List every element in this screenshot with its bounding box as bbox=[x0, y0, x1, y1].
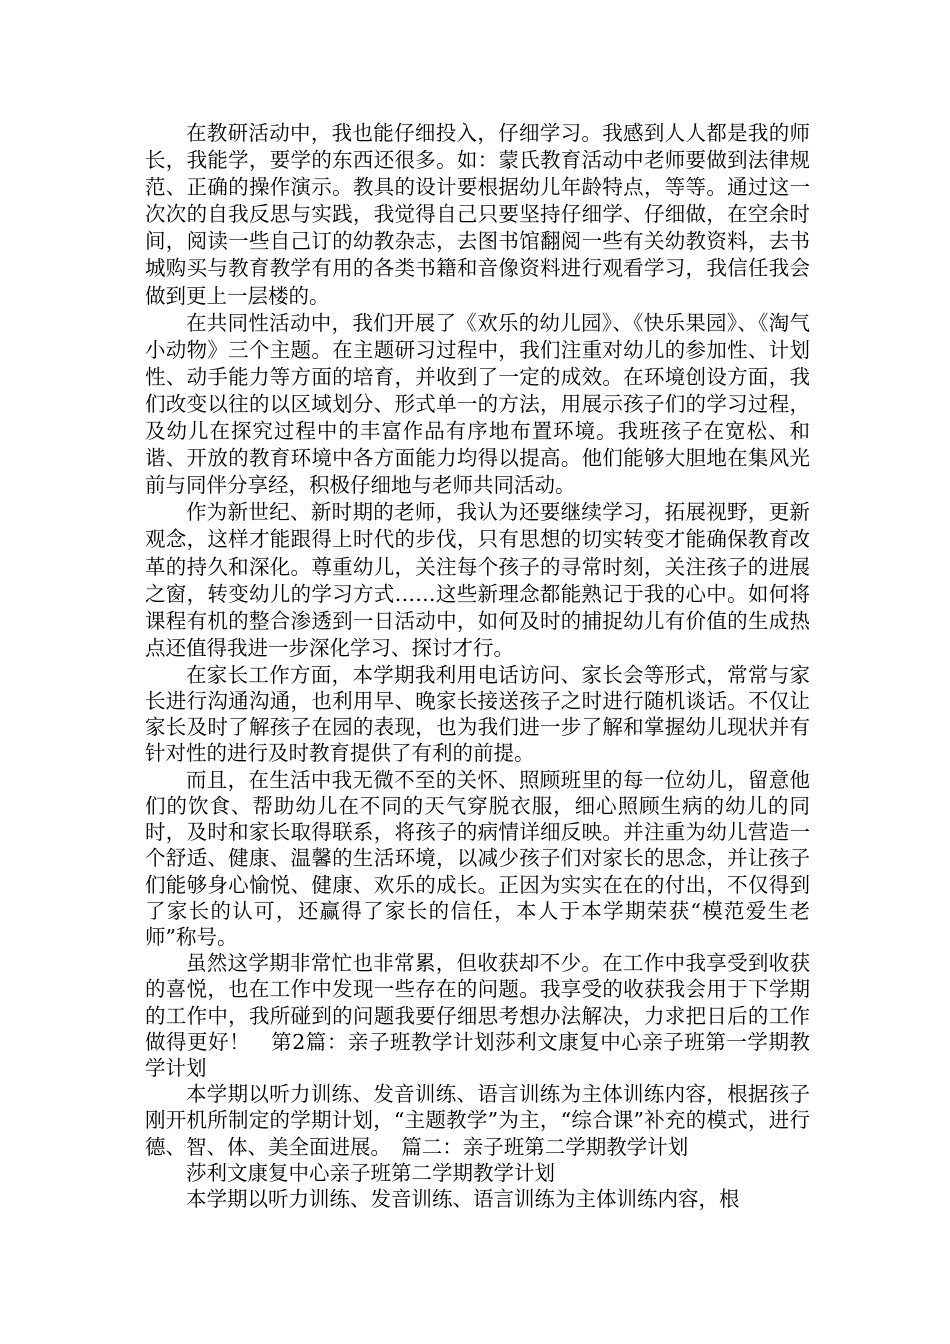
paragraph-new-era-teacher: 作为新世纪、新时期的老师，我认为还要继续学习，拓展视野，更新观念，这样才能跟得上时代的步伐，只有思想的切实转变才能确保教育改革的持久和深化。尊重幼儿，关注每个孩子的寻常时刻，关注孩子的进展之窗，转变幼儿的学习方式……这些新理念都能熟记于我的心中。如何将课程有机的整合渗透到一日活动中，如何及时的捕捉幼儿有价值的生成热点还值得我进一步深化学习、探讨才行。 bbox=[145, 500, 810, 660]
paragraph-summary: 虽然这学期非常忙也非常累，但收获却不少。在工作中我享受到收获的喜悦，也在工作中发现一些存在的问题。我享受的收获我会用于下学期的工作中，我所碰到的问题我要仔细思考想办法解决，力求把日后的工作做得更好！ 第2篇：亲子班教学计划莎利文康复中心亲子班第一学期教学计划 bbox=[145, 951, 810, 1080]
paragraph-plan-two-body: 本学期以听力训练、发音训练、语言训练为主体训练内容，根 bbox=[186, 1186, 740, 1211]
paragraph-parent-work: 在家长工作方面，本学期我利用电话访问、家长会等形式，常常与家长进行沟通沟通，也利用早、晚家长接送孩子之时进行随机谈话。不仅让家长及时了解孩子在园的表现，也为我们进一步了解和掌握幼儿现状并有针对性的进行及时教育提供了有利的前提。 bbox=[145, 662, 810, 766]
paragraph-daily-care: 而且，在生活中我无微不至的关怀、照顾班里的每一位幼儿，留意他们的饮食、帮助幼儿在不同的天气穿脱衣服，细心照顾生病的幼儿的同时，及时和家长取得联系，将孩子的病情详细反映。并注重为幼儿营造一个舒适、健康、温馨的生活环境，以减少孩子们对家长的思念，并让孩子们能够身心愉悦、健康、欢乐的成长。正因为实实在在的付出，不仅得到了家长的认可，还赢得了家长的信任，本人于本学期荣获“模范爱生老师”称号。 bbox=[145, 767, 810, 949]
paragraph-common-activities: 在共同性活动中，我们开展了《欢乐的幼儿园》、《快乐果园》、《淘气小动物》三个主题。在主题研习过程中，我们注重对幼儿的参加性、计划性、动手能力等方面的培育，并收到了一定的成效。在环境创设方面，我们改变以往的以区域划分、形式单一的方法，用展示孩子们的学习过程，及幼儿在探究过程中的丰富作品有序地布置环境。我班孩子在宽松、和谐、开放的教育环境中各方面能力均得以提高。他们能够大胆地在集风光前与同伴分享经，积极仔细地与老师共同活动。 bbox=[145, 310, 810, 498]
paragraph-plan-semester-one: 本学期以听力训练、发音训练、语言训练为主体训练内容，根据孩子刚开机所制定的学期计划，“主题教学”为主，“综合课”补充的模式，进行德、智、体、美全面进展。 篇二：亲子班第二学期教学计划 bbox=[145, 1082, 810, 1159]
paragraph-teaching-research: 在教研活动中，我也能仔细投入，仔细学习。我感到人人都是我的师长，我能学，要学的东西还很多。如：蒙氏教育活动中老师要做到法律规范、正确的操作演示。教具的设计要根据幼儿年龄特点，等等。通过这一次次的自我反思与实践，我觉得自己只要坚持仔细学、仔细做，在空余时间，阅读一些自己订的幼教杂志，去图书馆翻阅一些有关幼教资料，去书城购买与教育教学有用的各类书籍和音像资料进行观看学习，我信任我会做到更上一层楼的。 bbox=[145, 121, 810, 308]
document-page bbox=[145, 120, 810, 1212]
paragraph-plan-two-title: 莎利文康复中心亲子班第二学期教学计划 bbox=[186, 1160, 555, 1185]
